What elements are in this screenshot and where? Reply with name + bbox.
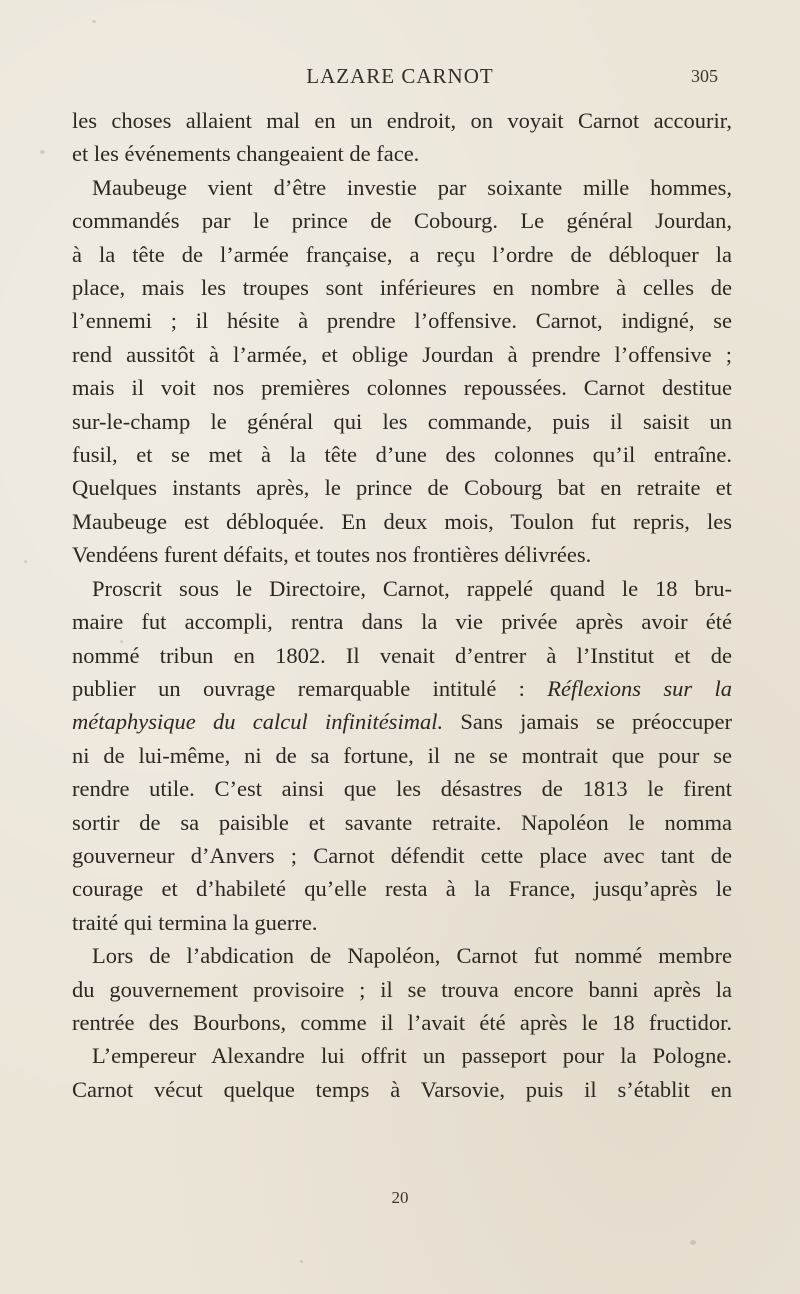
text-line: traité qui termina la guerre. bbox=[72, 909, 318, 935]
book-title-italic: Réflexions sur la bbox=[547, 675, 732, 701]
text-line: place, mais les troupes sont inférieures en nombre à celles de bbox=[72, 275, 732, 301]
text-line: Proscrit sous le Directoire, Carnot, rappelé quand le 18 bru- bbox=[92, 575, 732, 601]
text-line: à la tête de l’armée française, a reçu l’ordre de débloquer la bbox=[72, 241, 732, 267]
text-line: rendre utile. C’est ainsi que les désastres de 1813 le firent bbox=[72, 776, 732, 802]
text-line: du gouvernement provisoire ; il se trouva encore banni après la bbox=[72, 976, 732, 1002]
text-line: fusil, et se met à la tête d’une des colonnes qu’il entraîne. bbox=[72, 442, 732, 468]
running-title: LAZARE CARNOT bbox=[306, 64, 494, 88]
text-line: maire fut accompli, rentra dans la vie privée après avoir été bbox=[72, 609, 732, 635]
text-line: rentrée des Bourbons, comme il l’avait été après le 18 fructidor. bbox=[72, 1009, 732, 1035]
text-fragment: publier un ouvrage remarquable intitulé : bbox=[72, 675, 525, 701]
page-header bbox=[0, 64, 800, 94]
text-line: mais il voit nos premières colonnes repoussées. Carnot destitue bbox=[72, 375, 732, 401]
text-line: l’ennemi ; il hésite à prendre l’offensive. Carnot, indigné, se bbox=[72, 308, 732, 334]
text-line: commandés par le prince de Cobourg. Le général Jourdan, bbox=[72, 208, 732, 234]
text-line-with-title bbox=[72, 705, 732, 738]
text-line: Lors de l’abdication de Napoléon, Carnot fut nommé membre bbox=[92, 943, 732, 969]
text-line: Quelques instants après, le prince de Cobourg bat en retraite et bbox=[72, 475, 732, 501]
text-line: L’empereur Alexandre lui offrit un passeport pour la Pologne. bbox=[92, 1043, 732, 1069]
page-number: 305 bbox=[691, 66, 718, 86]
text-line: ni de lui-même, ni de sa fortune, il ne se montrait que pour se bbox=[72, 742, 732, 768]
text-line: nommé tribun en 1802. Il venait d’entrer à l’Institut et de bbox=[72, 642, 732, 668]
text-line: courage et d’habileté qu’elle resta à la France, jusqu’après le bbox=[72, 876, 732, 902]
text-line: Maubeuge est débloquée. En deux mois, Toulon fut repris, les bbox=[72, 508, 732, 534]
text-line-with-title bbox=[72, 672, 732, 705]
body-text bbox=[72, 104, 732, 1106]
text-line: sortir de sa paisible et savante retraite. Napoléon le nomma bbox=[72, 809, 732, 835]
signature-mark: 20 bbox=[391, 1188, 409, 1207]
text-line: Vendéens furent défaits, et toutes nos frontières délivrées. bbox=[72, 542, 592, 568]
text-line: Carnot vécut quelque temps à Varsovie, puis il s’établit en bbox=[72, 1076, 732, 1102]
text-line: gouverneur d’Anvers ; Carnot défendit cette place avec tant de bbox=[72, 842, 732, 868]
text-line: rend aussitôt à l’armée, et oblige Jourdan à prendre l’offensive ; bbox=[72, 341, 732, 367]
book-title-italic: métaphysique du calcul infinitésimal. bbox=[72, 709, 444, 735]
text-line: et les événements changeaient de face. bbox=[72, 141, 420, 167]
text-fragment: Sans jamais se préoccuper bbox=[460, 709, 732, 735]
text-line: les choses allaient mal en un endroit, on voyait Carnot accourir, bbox=[72, 108, 732, 133]
text-line: Maubeuge vient d’être investie par soixante mille hommes, bbox=[92, 174, 732, 200]
text-line: sur-le-champ le général qui les commande, puis il saisit un bbox=[72, 408, 732, 434]
